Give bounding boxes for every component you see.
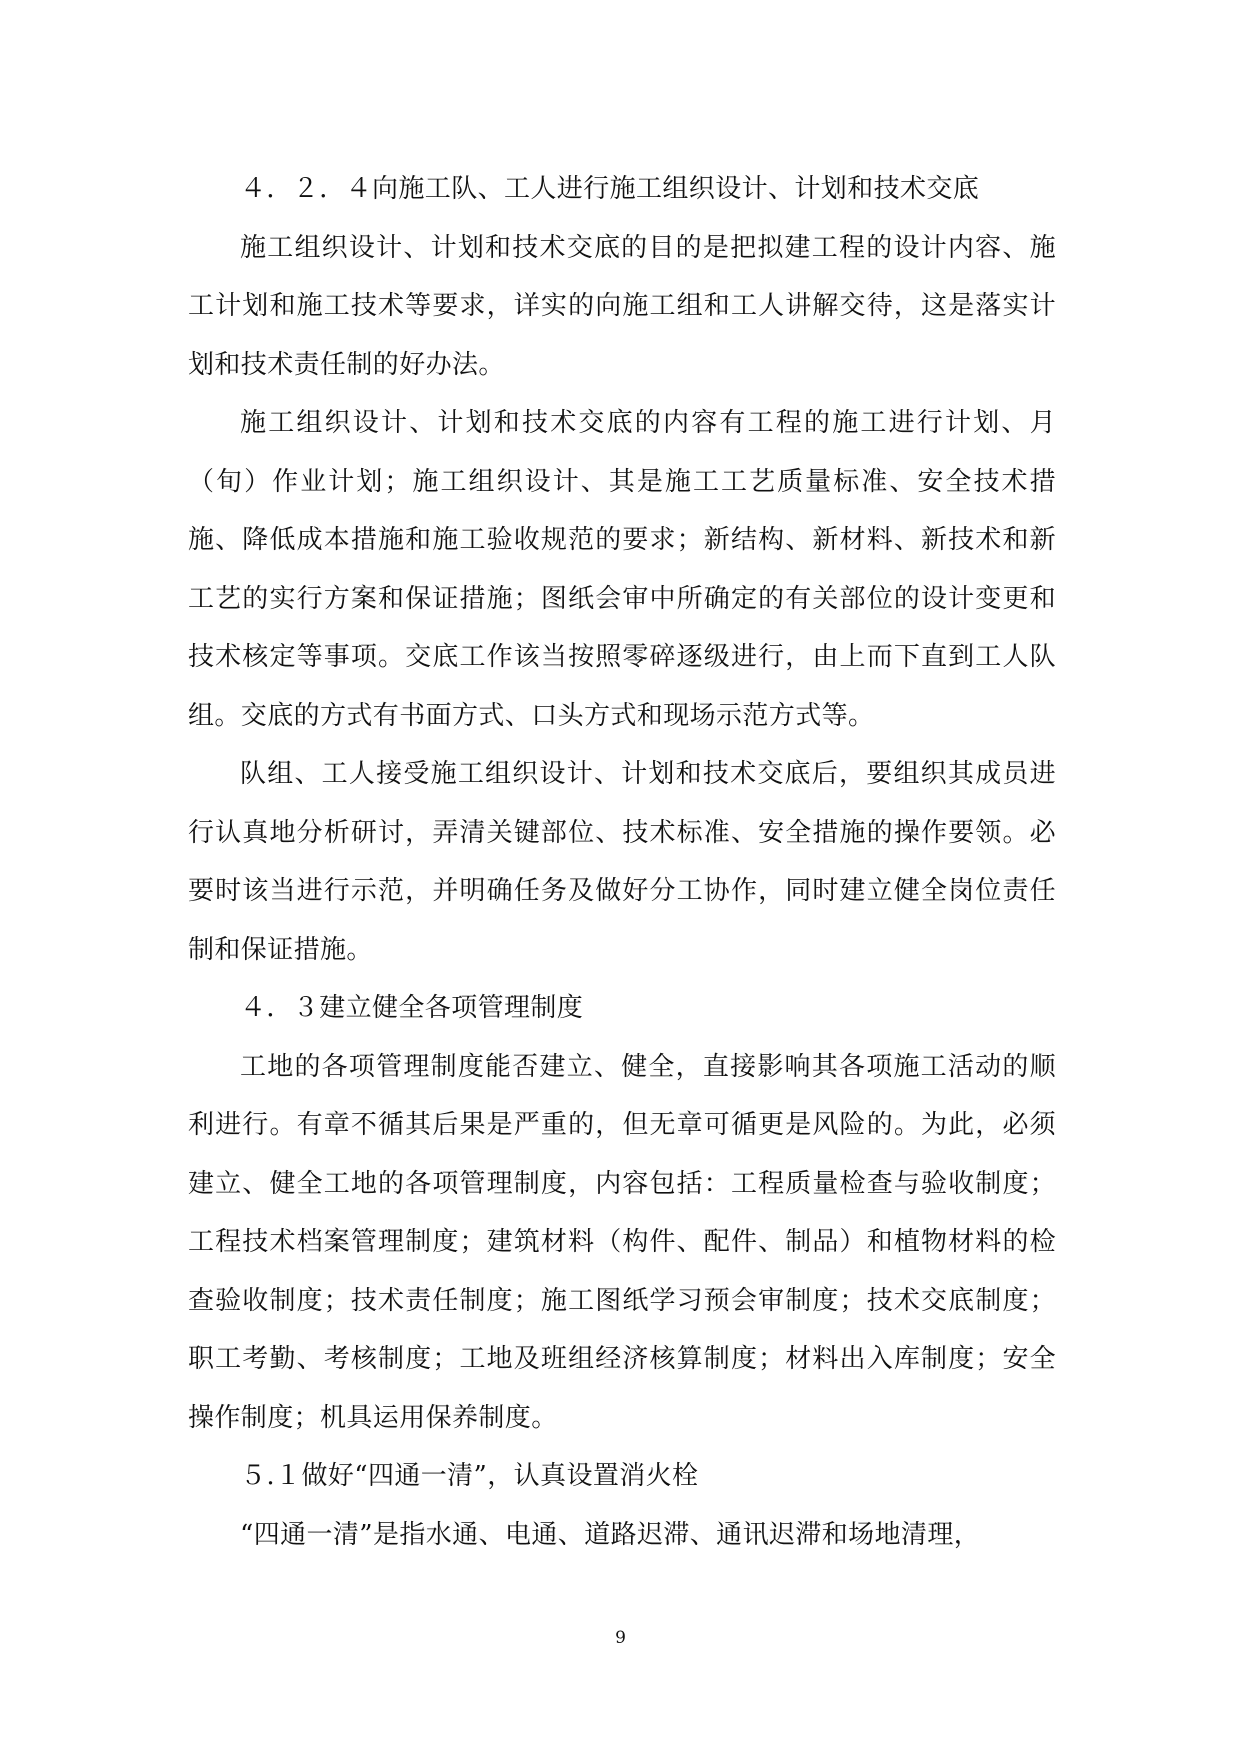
- paragraph-management-system: 工地的各项管理制度能否建立、健全，直接影响其各项施工活动的顺利进行。有章不循其后果是严重的，但无章可循更是风险的。为此，必须建立、健全工地的各项管理制度，内容包括：工程质量检查与验收制度；工程技术档案管理制度；建筑材料（构件、配件、制品）和植物材料的检查验收制度；技术责任制度；施工图纸学习预会审制度；技术交底制度；职工考勤、考核制度；工地及班组经济核算制度；材料出入库制度；安全操作制度；机具运用保养制度。: [188, 1051, 1056, 1433]
- paragraph-four-links: “四通一清”是指水通、电通、道路迟滞、通讯迟滞和场地清理，: [240, 1519, 981, 1550]
- page-number: 9: [615, 1628, 626, 1648]
- section-heading-4-2-4: ４．２．４向施工队、工人进行施工组织设计、计划和技术交底: [240, 174, 980, 204]
- paragraph-purpose: 施工组织设计、计划和技术交底的目的是把拟建工程的设计内容、施工计划和施工技术等要求，详实的向施工组和工人讲解交待，这是落实计划和技术责任制的好办法。: [188, 232, 1056, 380]
- paragraph-team-study: 队组、工人接受施工组织设计、计划和技术交底后，要组织其成员进行认真地分析研讨，弄清关键部位、技术标准、安全措施的操作要领。必要时该当进行示范，并明确任务及做好分工协作，同时建立健全岗位责任制和保证措施。: [188, 759, 1056, 965]
- section-heading-4-3: ４．３建立健全各项管理制度: [240, 993, 584, 1023]
- paragraph-content: 施工组织设计、计划和技术交底的内容有工程的施工进行计划、月（旬）作业计划；施工组织设计、其是施工工艺质量标准、安全技术措施、降低成本措施和施工验收规范的要求；新结构、新材料、新技术和新工艺的实行方案和保证措施；图纸会审中所确定的有关部位的设计变更和技术核定等事项。交底工作该当按照零碎逐级进行，由上而下直到工人队组。交底的方式有书面方式、口头方式和现场示范方式等。: [188, 408, 1056, 731]
- document-body: [188, 160, 1056, 1564]
- section-heading-5-1: ５.１做好“四通一清”，认真设置消火栓: [240, 1461, 699, 1491]
